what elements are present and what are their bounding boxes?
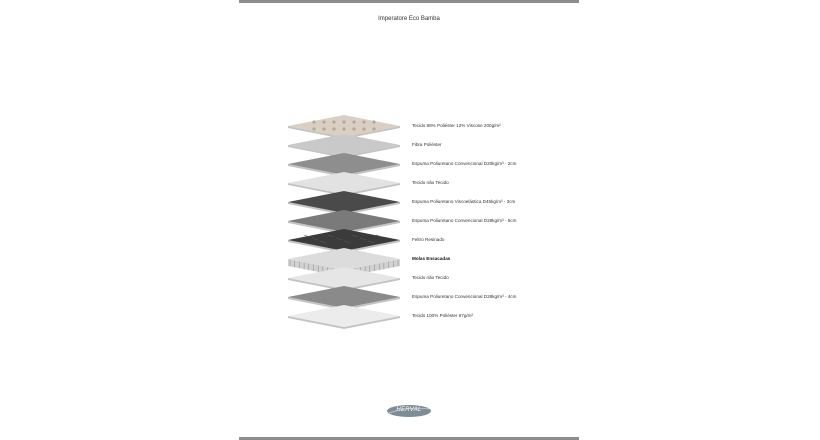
fabric-pattern-dot — [372, 127, 375, 130]
fabric-pattern-dot — [322, 127, 325, 130]
layer-face — [288, 286, 400, 308]
layer-face — [288, 191, 400, 213]
layer-label: Fibra Poliéster — [412, 142, 442, 147]
layer-face — [288, 172, 400, 194]
layer-label: Tecido não Tecido — [412, 275, 449, 280]
fabric-pattern-dot — [342, 120, 345, 123]
layer-face — [288, 305, 400, 327]
layer-label: Tecido 88% Poliéster 12% Viscose 200g/m² — [412, 123, 501, 128]
layer-label: Tecido 100% Poliéster 67g/m² — [412, 313, 474, 318]
document-title: Imperatore Eco Bamba — [378, 16, 440, 22]
layer-face — [288, 153, 400, 175]
layer-label: Espuma Poliuretano Viscoelástica D45kg/m³ - 3cm — [412, 199, 516, 204]
layer-label: Molas Ensacadas — [412, 256, 451, 261]
fabric-pattern-dot — [352, 127, 355, 130]
layer-face — [288, 210, 400, 232]
fabric-pattern-dot — [332, 120, 335, 123]
fabric-pattern-dot — [312, 120, 315, 123]
mattress-layers-illustration — [279, 108, 409, 338]
top-border — [239, 0, 579, 3]
fabric-pattern-dot — [362, 127, 365, 130]
layer-label: Espuma Poliuretano Convencional D28kg/m³ - 4cm — [412, 294, 517, 299]
fabric-pattern-dot — [352, 120, 355, 123]
layer-label: Tecido não Tecido — [412, 180, 449, 185]
herval-logo — [386, 404, 432, 418]
fabric-pattern-dot — [372, 120, 375, 123]
logo-text: HERVAL — [396, 407, 422, 413]
layer-label: Feltro Resinado — [412, 237, 445, 242]
layer-label: Espuma Poliuretano Convencional D28kg/m³ - 5cm — [412, 218, 517, 223]
layer-face — [288, 267, 400, 289]
fabric-pattern-dot — [362, 120, 365, 123]
layer-label: Espuma Poliuretano Convencional D20kg/m³ - 2cm — [412, 161, 517, 166]
fabric-pattern-dot — [332, 127, 335, 130]
fabric-pattern-dot — [342, 127, 345, 130]
layer-face — [288, 229, 400, 251]
layer-11 — [288, 305, 400, 329]
fabric-pattern-dot — [312, 127, 315, 130]
layer-face — [288, 134, 400, 156]
document-page — [239, 0, 579, 440]
fabric-pattern-dot — [322, 120, 325, 123]
layer-face — [288, 115, 400, 137]
